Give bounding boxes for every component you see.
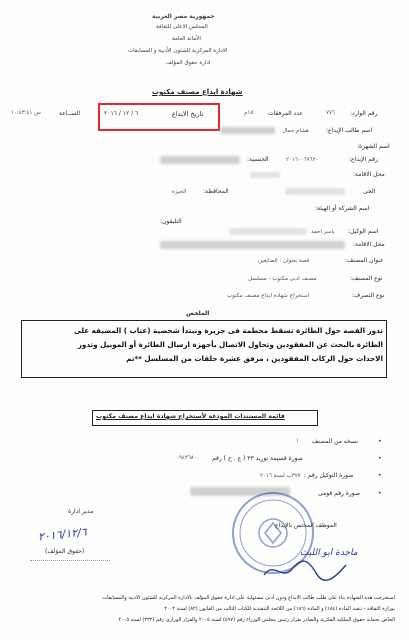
- agent-residence-label: محل الاقامة:: [353, 241, 385, 248]
- header-line-3: الأمانة العامة: [172, 36, 201, 42]
- deposit-date-value: ٦ / ١٢ / ٢٠١٦: [104, 110, 139, 117]
- agent-residence-redacted: [160, 241, 345, 249]
- doc-id-marker: •: [378, 490, 382, 497]
- doc-copy-value: ١: [296, 438, 299, 444]
- header-line-4: الادارة المركزية للشئون الأدبية و المسابقات: [128, 48, 228, 54]
- header-line-5: ادارة حقوق المؤلف: [166, 60, 211, 66]
- attachments-label: عدد المرفقات: [268, 110, 303, 117]
- signature-scribble-icon: [260, 555, 350, 585]
- fame-label: اسم الشهرة:: [357, 143, 390, 150]
- header-line-2: المجلس الاعلى للثقافة: [156, 24, 208, 30]
- employee-label: الموظف المختص بالإيداع: [275, 522, 337, 529]
- receipt-value: ٧٧٦: [326, 110, 335, 116]
- manager-sub: (حقوق المؤلف): [45, 548, 85, 555]
- doc-receipt-marker: •: [378, 455, 382, 462]
- attachments-value: ١٥م: [244, 110, 254, 116]
- doc-power-marker: •: [378, 472, 382, 479]
- phone-label: التليفون:: [160, 218, 182, 225]
- documents-heading: قائمة المستندات المودعة لأستخراج شهادة ايداع مصنف مكتوب: [96, 413, 285, 420]
- summary-line-2: الطائرة بالبحث عن المفقودين وتحاول الاتصال بأجهزة ارسال الطائرة أو الموبيل وتدور: [77, 340, 383, 349]
- manager-signature-line: [30, 560, 110, 561]
- footer-line-2: بوزارة الثقافة - تنفيذ المادة (١٨٤) و المادة (١٨٦) من اللائحة التنفيذية للكتاب الثالث من القانون (٨٢) لسنة ٢٠٠٢: [164, 606, 395, 612]
- footer-line-3: الخاص بحماية حقوق الملكية الفكرية والصادر بقرار رئيس مجلس الوزراء رقم (٤٩٧) لسنة ٢٠٠٥ والقرار الوزارى رقم (٣٣٢) لسنة ٢٠٠٥: [118, 617, 395, 623]
- deposit-date-label: تاريخ الايداع: [172, 110, 204, 118]
- work-type-value: مصنف ادبى مكتوب - مسلسل: [248, 276, 317, 282]
- disposal-value: استخراج شهادة ايداع مصنف مكتوب: [227, 293, 310, 299]
- deposit-no-label: رقم الإيداع:: [349, 156, 378, 163]
- page-title: شهادة ايداع مصنف مكتوب: [152, 88, 243, 96]
- disposal-label: نوع التصرف:: [352, 292, 385, 299]
- time-value: س ١٠:٤٣:٤١: [11, 110, 41, 116]
- summary-line-1: تدور القصة حول الطائرة تسقط محطمة فى جزيرة وتبتدأ شخصية (عتاب ) المضيفه على: [74, 326, 383, 335]
- residence-label: محل الاقامة:: [353, 171, 385, 178]
- agent-redacted: [230, 228, 306, 235]
- summary-line-3: الاحداث حول الركاب المفقودين ، مرفق عشرة حلقات من المسلسل **تم: [126, 354, 383, 363]
- receipt-label: رقم الوارد:: [350, 110, 378, 117]
- agent-label: اسم الوكيل:: [348, 228, 379, 235]
- nationality-label: الجنسية:: [247, 156, 269, 163]
- manager-label: مدير ادارة: [68, 508, 94, 515]
- time-label: الســاعة: [59, 110, 80, 117]
- header-line-1: جمهورية مصر العربية: [152, 13, 215, 20]
- employee-name: ماجدة ابو الليث: [300, 548, 358, 558]
- agent-value: ياسر احمد: [311, 229, 335, 235]
- doc-copy-label: نسخه من المصنف: [312, 438, 358, 445]
- doc-receipt-label: صورة قسيمة توريد ٣٣ ( ع . ح ) رقم: [212, 455, 303, 462]
- doc-id-label: صورة رقم قومى: [318, 490, 360, 497]
- summary-heading: الملخص: [186, 310, 210, 317]
- doc-copy-marker: •: [378, 438, 382, 445]
- manager-handwritten-date: ٢٠١٦/١٢/٦: [37, 525, 88, 544]
- doc-power-label: صورة التوكيل رقم :: [304, 472, 354, 479]
- nationality-redacted: [160, 156, 240, 164]
- work-type-label: نوع المصنف:: [350, 275, 383, 282]
- deposit-no-value: ٢٠١٦٠٠٦٩٦٢٠: [286, 157, 319, 163]
- work-title-label: عنوان المصنف:: [345, 257, 384, 264]
- doc-receipt-value: ٠٩٤٣٦٨٠: [176, 455, 197, 461]
- requester-label: اسم طالب الإيداع:: [326, 127, 373, 134]
- work-title-value: قصة بعنوان : الضايعين: [258, 258, 310, 264]
- district-redacted: [285, 188, 345, 195]
- company-label: اسم الشركة أو الهيئة:: [315, 205, 370, 212]
- residence-redacted: [250, 172, 280, 178]
- footer-line-1: استخرجت هذه الشهادة بناء على طلب طالب الايداع ودون أدنى مسئولية على ادارة حقوق المؤلف بالادارة المركزية للشئون الادبية والمسابقات: [102, 595, 395, 601]
- governorate-value: الجيزة: [172, 189, 187, 195]
- requester-redacted: [220, 127, 275, 134]
- governorate-label: المحافظة:: [203, 188, 229, 195]
- district-label: الحى: [363, 188, 376, 195]
- requester-value: هشام جمال: [282, 128, 309, 134]
- doc-power-value: ٣٧٧ب لسنة ٢٠١٦: [260, 473, 301, 479]
